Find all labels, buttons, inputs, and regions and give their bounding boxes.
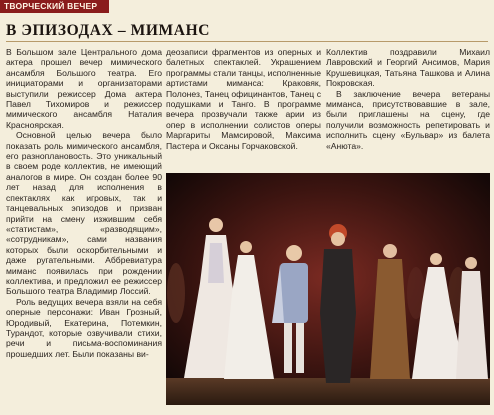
article-column-2 xyxy=(166,47,321,171)
stage-photo-illustration xyxy=(166,173,490,405)
section-label: ТВОРЧЕСКИЙ ВЕЧЕР xyxy=(0,0,109,13)
article-column-3 xyxy=(326,47,490,171)
article-column-1 xyxy=(6,47,162,415)
article-title: В ЭПИЗОДАХ – МИМАНС xyxy=(6,22,211,39)
stage-photo xyxy=(166,173,490,405)
paragraph: Основной целью вечера было показать роль мимического ансамбля, его разноплановость. Это уникальный в своем роде коллектив, не имеющий аналогов в мире. Он создан более 90 лет назад для исполнения в спектаклях как игровых, так и танцевальных эпизодов и призван прийти на смену изжившим себя «статистам», «разводящим», «сотрудникам», сами названия которых были оскорбительными и даже ругательными. Аббревиатура миманс появилась при рождении коллектива, и предложил ее режиссер Большого театра Владимир Лоссий. xyxy=(6,130,162,297)
title-divider xyxy=(6,41,488,42)
paragraph: В заключение вечера ветераны миманса, присутствовавшие в зале, были приглашены на сцену, где получили возможность репетировать и исполнить сцену «Бульвар» из балета «Анюта». xyxy=(326,88,490,151)
paragraph: В Большом зале Центрального дома актера прошел вечер мимического ансамбля Большого театра. Его инициаторами и организаторами выступили режиссер Дома актера Павел Тихомиров и режиссер мимического ансамбля Наталия Красноярская. xyxy=(6,47,162,130)
paragraph: Коллектив поздравили Михаил Лавровский и Георгий Ансимов, Мария Крушевицкая, Татьяна Ташкова и Алина Покровская. xyxy=(326,47,490,89)
paragraph: Роль ведущих вечера взяли на себя оперные персонажи: Иван Грозный, Юродивый, Екатерина, Потемкин, Турандот, которые озвучивали стихи, речи и письма-воспоминания прошедших лет. Были показаны ви- xyxy=(6,296,162,359)
paragraph: деозаписи фрагментов из оперных и балетных спектаклей. Украшением программы стали танцы, исполненные артистами миманса: Краковяк, Полонез, Танец официнантов, Танец с подушками и Танго. В программе вечера прозвучали также арии из опер в исполнении солистов оперы Маргариты Мамсировой, Максима Пастера и Оксаны Горчаковской. xyxy=(166,47,321,151)
